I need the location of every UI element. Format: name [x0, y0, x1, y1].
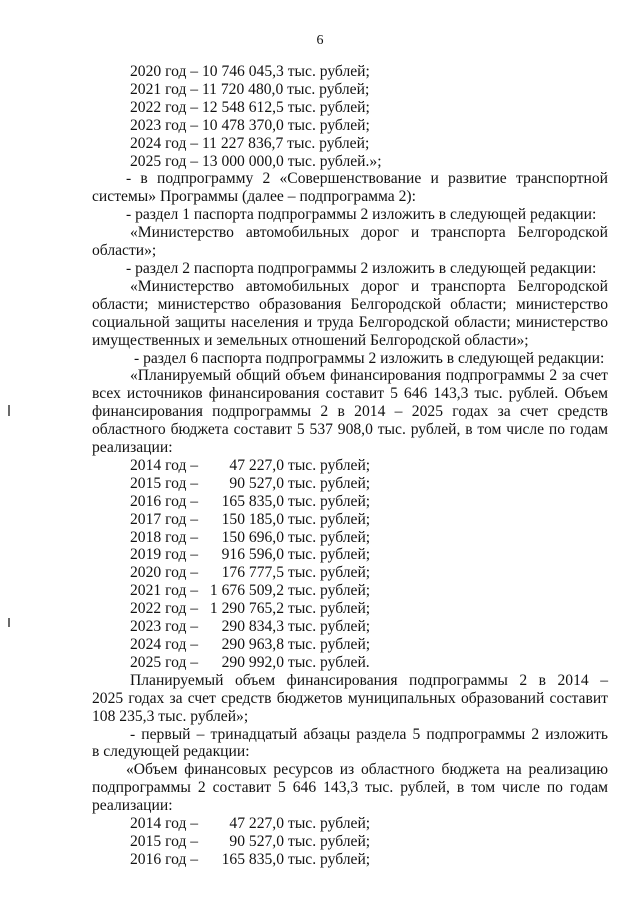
- paragraph-first-thirteenth: - первый – тринадцатый абзацы раздела 5 подпрограммы 2 изложить: [130, 725, 608, 743]
- funding-year-row: [92, 833, 608, 851]
- year-unit: тыс. рублей;: [288, 528, 371, 546]
- year-amount: 165 835,0: [221, 850, 284, 868]
- funding-year-row: [92, 815, 608, 833]
- funding-year-line: 2025 год – 13 000 000,0 тыс. рублей.»;: [130, 152, 382, 170]
- paragraph-municipal-cont: 2025 годах за счет средств бюджетов муниципальных образований составит: [92, 689, 608, 707]
- funding-year-row: [92, 457, 608, 475]
- year-amount: 176 777,5: [221, 564, 284, 582]
- year-unit: тыс. рублей;: [288, 492, 371, 510]
- paragraph-section6: - раздел 6 паспорта подпрограммы 2 изложить в следующей редакции:: [134, 349, 605, 367]
- funding-year-line: 2021 год – 11 720 480,0 тыс. рублей;: [130, 80, 370, 98]
- year-label: 2019 год –: [130, 546, 199, 564]
- year-unit: тыс. рублей;: [288, 815, 371, 833]
- funding-year-row: [92, 582, 608, 600]
- paragraph-planned-total: «Планируемый общий объем финансирования подпрограммы 2 за счет: [130, 367, 608, 385]
- year-amount: 90 527,0: [229, 474, 284, 492]
- year-label: 2014 год –: [130, 456, 199, 474]
- year-amount: 1 676 509,2: [209, 582, 284, 600]
- funding-year-row: [92, 654, 608, 672]
- funding-year-row: [92, 636, 608, 654]
- year-label: 2018 год –: [130, 528, 199, 546]
- paragraph-first-thirteenth-cont: в следующей редакции:: [92, 743, 250, 761]
- year-label: 2016 год –: [130, 850, 199, 868]
- funding-year-line: 2020 год – 10 746 045,3 тыс. рублей;: [130, 63, 370, 80]
- funding-year-line: 2024 год – 11 227 836,7 тыс. рублей;: [130, 134, 370, 152]
- paragraph-section1: - раздел 1 паспорта подпрограммы 2 изложить в следующей редакции:: [126, 206, 597, 224]
- paragraph-volume-cont: подпрограммы 2 составит 5 646 143,3 тыс. рублей, в том числе по годам: [92, 779, 608, 797]
- funding-year-row: [92, 475, 608, 493]
- year-amount: 1 290 765,2: [209, 600, 284, 618]
- year-amount: 47 227,0: [229, 456, 284, 474]
- year-label: 2025 год –: [130, 653, 199, 671]
- paragraph-ministry2-cont: социальной защиты населения и труда Белгородской области; министерство: [92, 313, 608, 331]
- paragraph-subprogram2: - в подпрограмму 2 «Совершенствование и развитие транспортной: [126, 170, 608, 188]
- year-amount: 290 992,0: [221, 653, 284, 671]
- scan-mark-left-lower: [8, 618, 10, 627]
- funding-year-row: [92, 529, 608, 547]
- year-amount: 150 696,0: [221, 528, 284, 546]
- year-amount: 90 527,0: [229, 832, 284, 850]
- paragraph-subprogram2-cont: системы» Программы (далее – подпрограмма 2):: [92, 188, 416, 206]
- funding-year-row: [92, 851, 608, 869]
- paragraph-ministry2-cont: области; министерство образования Белгородской области; министерство: [92, 295, 608, 313]
- paragraph-ministry2-cont: имущественных и земельных отношений Белгородской области»;: [92, 331, 529, 349]
- year-label: 2023 год –: [130, 618, 199, 636]
- paragraph-planned-total-cont: реализации:: [92, 439, 173, 457]
- year-label: 2017 год –: [130, 510, 199, 528]
- year-unit: тыс. рублей;: [288, 582, 371, 600]
- year-label: 2015 год –: [130, 474, 199, 492]
- year-unit: тыс. рублей;: [288, 564, 371, 582]
- document-body: [92, 63, 608, 869]
- year-unit: тыс. рублей;: [288, 850, 371, 868]
- year-unit: тыс. рублей;: [288, 832, 371, 850]
- year-label: 2016 год –: [130, 492, 199, 510]
- year-unit: тыс. рублей;: [288, 510, 371, 528]
- funding-year-line: 2023 год – 10 478 370,0 тыс. рублей;: [130, 116, 370, 134]
- paragraph-volume-cont: реализации:: [92, 797, 173, 815]
- funding-year-row: [92, 564, 608, 582]
- year-label: 2015 год –: [130, 832, 199, 850]
- year-label: 2014 год –: [130, 815, 199, 833]
- page-number: 6: [316, 33, 324, 48]
- year-unit: тыс. рублей;: [288, 636, 371, 653]
- paragraph-planned-total-cont: областного бюджета составит 5 537 908,0 тыс. рублей, в том числе по годам: [92, 421, 608, 439]
- year-amount: 165 835,0: [221, 492, 284, 510]
- year-unit: тыс. рублей;: [288, 600, 371, 618]
- funding-year-row: [92, 511, 608, 529]
- paragraph-planned-total-cont: всех источников финансирования составит 5 646 143,3 тыс. рублей. Объем: [92, 385, 608, 403]
- year-label: 2024 год –: [130, 636, 199, 653]
- year-unit: тыс. рублей;: [288, 546, 371, 564]
- year-label: 2022 год –: [130, 600, 199, 618]
- year-unit: тыс. рублей;: [288, 618, 371, 636]
- year-unit: тыс. рублей;: [288, 456, 371, 474]
- funding-year-row: [92, 618, 608, 636]
- paragraph-ministry2: «Министерство автомобильных дорог и транспорта Белгородской: [130, 277, 608, 295]
- year-amount: 150 185,0: [221, 510, 284, 528]
- year-amount: 916 596,0: [221, 546, 284, 564]
- year-label: 2021 год –: [130, 582, 199, 600]
- funding-year-line: 2022 год – 12 548 612,5 тыс. рублей;: [130, 98, 370, 116]
- year-label: 2020 год –: [130, 564, 199, 582]
- funding-year-row: [92, 600, 608, 618]
- paragraph-municipal: Планируемый объем финансирования подпрограммы 2 в 2014 –: [130, 671, 608, 689]
- scan-mark-left: [8, 405, 10, 416]
- paragraph-volume: «Объем финансовых ресурсов из областного бюджета на реализацию: [126, 761, 608, 779]
- paragraph-ministry1: «Министерство автомобильных дорог и транспорта Белгородской: [130, 224, 608, 242]
- funding-year-row: [92, 546, 608, 564]
- paragraph-section2: - раздел 2 паспорта подпрограммы 2 изложить в следующей редакции:: [126, 259, 597, 277]
- year-unit: тыс. рублей;: [288, 474, 371, 492]
- year-amount: 290 834,3: [221, 618, 284, 636]
- funding-year-row: [92, 493, 608, 511]
- paragraph-planned-total-cont: финансирования подпрограммы 2 в 2014 – 2025 годах за счет средств: [92, 403, 608, 421]
- year-unit: тыс. рублей.: [288, 653, 370, 671]
- year-amount: 290 963,8: [221, 636, 284, 653]
- year-amount: 47 227,0: [229, 815, 284, 833]
- paragraph-ministry1-cont: области»;: [92, 242, 157, 260]
- paragraph-municipal-cont: 108 235,3 тыс. рублей»;: [92, 707, 249, 725]
